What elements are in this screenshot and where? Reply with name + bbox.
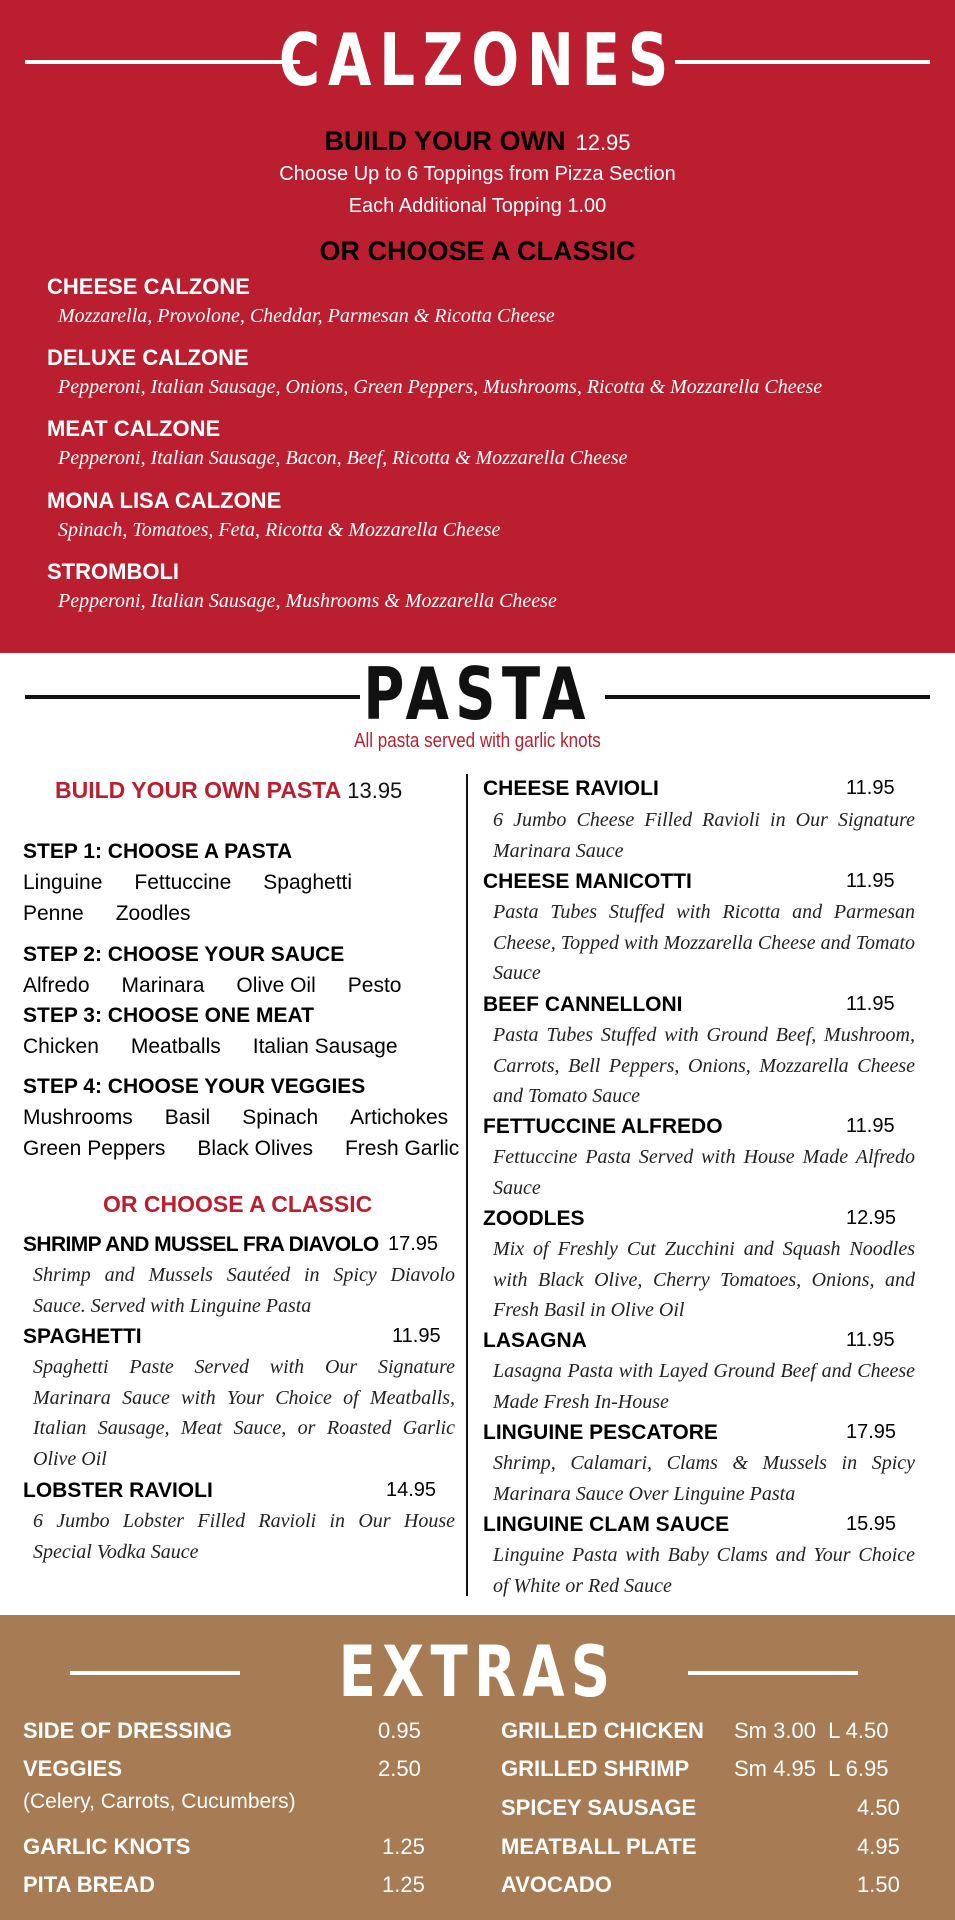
pasta-item-name: LINGUINE CLAM SAUCE [483,1513,730,1536]
pasta-item-desc: Pasta Tubes Stuffed with Ricotta and Parmesan Cheese, Topped with Mozzarella Cheese and Tomato Sauce [493,901,915,984]
pasta-item-desc: Mix of Freshly Cut Zucchini and Squash Noodles with Black Olive, Cherry Tomatoes, Onions, and Fresh Basil in Olive Oil [493,1238,915,1321]
calzone-item-name: DELUXE CALZONE [47,345,249,370]
pasta-item-name: SPAGHETTI [23,1325,142,1348]
step-label: STEP 3: CHOOSE ONE MEAT [23,1004,314,1027]
pasta-item-desc: 6 Jumbo Cheese Filled Ravioli in Our Signature Marinara Sauce [493,809,915,862]
pasta-item-price: 11.95 [846,1115,895,1137]
step-label: STEP 1: CHOOSE A PASTA [23,840,293,863]
calzone-classic-heading: OR CHOOSE A CLASSIC [319,236,636,266]
extra-item-name: AVOCADO [501,1872,612,1897]
pasta-item-name: CHEESE MANICOTTI [483,870,692,893]
pasta-item-name: LINGUINE PESCATORE [483,1421,718,1444]
pasta-item-price: 14.95 [386,1479,437,1501]
build-own-label: BUILD YOUR OWN [324,126,566,156]
extra-item-price: 4.50 [857,1795,900,1820]
pasta-item-name: LASAGNA [483,1329,587,1352]
pasta-item-desc: Spaghetti Paste Served with Our Signature Marinara Sauce with Your Choice of Meatballs, Italian Sausage, Meat Sauce, or Roasted Garlic Olive Oil [33,1356,455,1470]
step-options [23,902,222,926]
pasta-item-name: FETTUCCINE ALFREDO [483,1115,723,1138]
option: Green Peppers [23,1137,166,1160]
option: Mushrooms [23,1106,133,1129]
pasta-item-name: SHRIMP AND MUSSEL FRA DIAVOLO [23,1233,379,1256]
build-own-heading [0,126,955,157]
pasta-item-price: 11.95 [846,1329,895,1351]
step-options [23,871,384,895]
extra-item-price: 1.25 [382,1834,425,1859]
option: Fresh Garlic [344,1137,460,1160]
calzones-section [0,0,955,653]
step-options [23,1137,491,1161]
extra-item-name: VEGGIES [23,1756,123,1781]
build-own-line2: Each Additional Topping 1.00 [348,195,607,217]
build-own-pasta-label: BUILD YOUR OWN PASTA [55,777,342,803]
extras-section [0,1615,955,1920]
step-label: STEP 4: CHOOSE YOUR VEGGIES [23,1075,366,1098]
calzone-item-name: STROMBOLI [47,559,179,584]
extra-item-name: PITA BREAD [23,1872,155,1897]
build-own-pasta-price: 13.95 [347,778,403,803]
pasta-item-name: ZOODLES [483,1207,585,1230]
step-label: STEP 2: CHOOSE YOUR SAUCE [23,943,345,966]
extra-item-price: 1.50 [857,1872,900,1897]
pasta-item-price: 12.95 [846,1207,897,1229]
step-options [23,1106,480,1130]
calzone-item-desc: Pepperoni, Italian Sausage, Mushrooms & Mozzarella Cheese [58,590,557,612]
pasta-item-desc: Fettuccine Pasta Served with House Made Alfredo Sauce [493,1146,915,1199]
extra-item-price: 0.95 [378,1718,421,1743]
pasta-item-desc: Pasta Tubes Stuffed with Ground Beef, Mushroom, Carrots, Bell Peppers, Onions, Mozzarella Cheese and Tomato Sauce [493,1024,915,1107]
option: Olive Oil [236,974,316,997]
option: Marinara [121,974,205,997]
extra-item-name: GARLIC KNOTS [23,1834,191,1859]
calzone-item-name: CHEESE CALZONE [47,274,250,299]
option: Chicken [23,1035,99,1058]
option: Italian Sausage [252,1035,398,1058]
pasta-item-price: 11.95 [392,1325,441,1347]
option: Pesto [347,974,402,997]
pasta-item-name: BEEF CANNELLONI [483,993,683,1016]
build-own-pasta-heading [55,777,402,804]
calzone-item-desc: Spinach, Tomatoes, Feta, Ricotta & Mozzarella Cheese [58,519,501,541]
extra-item-price: 4.95 [857,1834,900,1859]
option: Fettuccine [134,871,232,894]
pasta-subtitle: All pasta served with garlic knots [354,730,601,752]
extra-item-price: Sm 4.95 L 6.95 [734,1756,889,1781]
build-own-line1: Choose Up to 6 Toppings from Pizza Section [279,163,676,185]
option: Spinach [242,1106,319,1129]
calzone-item-name: MEAT CALZONE [47,416,221,441]
step-options [23,1035,430,1059]
pasta-item-price: 17.95 [846,1421,897,1443]
extra-item-name: GRILLED CHICKEN [501,1718,704,1743]
pasta-item-desc: Shrimp, Calamari, Clams & Mussels in Spicy Marinara Sauce Over Linguine Pasta [493,1452,915,1505]
extra-item-price: Sm 3.00 L 4.50 [734,1718,889,1743]
option: Black Olives [197,1137,313,1160]
extra-item-price: 2.50 [378,1756,421,1781]
calzones-title: CALZONES [278,18,677,102]
option: Linguine [23,871,103,894]
pasta-item-desc: Shrimp and Mussels Sautéed in Spicy Diavolo Sauce. Served with Linguine Pasta [33,1264,455,1317]
pasta-item-price: 11.95 [846,870,895,892]
extra-item-note: (Celery, Carrots, Cucumbers) [23,1790,296,1813]
option: Spaghetti [263,871,353,894]
pasta-item-price: 11.95 [846,777,895,799]
pasta-item-desc: Linguine Pasta with Baby Clams and Your Choice of White or Red Sauce [493,1544,915,1597]
pasta-item-name: LOBSTER RAVIOLI [23,1479,213,1502]
calzone-item-desc: Pepperoni, Italian Sausage, Onions, Green Peppers, Mushrooms, Ricotta & Mozzarella Cheese [58,376,823,398]
pasta-title: PASTA [363,652,592,736]
column-divider [466,774,468,1596]
extra-item-name: SPICEY SAUSAGE [501,1795,697,1820]
step-options [23,974,433,998]
option: Penne [23,902,84,925]
pasta-classic-heading: OR CHOOSE A CLASSIC [103,1191,373,1217]
option: Artichokes [350,1106,449,1129]
extra-item-price: 1.25 [382,1872,425,1897]
option: Alfredo [23,974,90,997]
option: Meatballs [130,1035,221,1058]
calzone-item-desc: Pepperoni, Italian Sausage, Bacon, Beef, Ricotta & Mozzarella Cheese [58,447,628,469]
calzone-item-name: MONA LISA CALZONE [47,488,282,513]
pasta-item-price: 17.95 [388,1233,439,1255]
option: Zoodles [115,902,191,925]
extra-item-name: GRILLED SHRIMP [501,1756,690,1781]
pasta-item-name: CHEESE RAVIOLI [483,777,659,800]
option: Basil [164,1106,211,1129]
pasta-item-price: 11.95 [846,993,895,1015]
extra-item-name: SIDE OF DRESSING [23,1718,233,1743]
extras-title: EXTRAS [338,1631,617,1713]
build-own-price: 12.95 [575,130,631,155]
pasta-item-desc: Lasagna Pasta with Layed Ground Beef and Cheese Made Fresh In-House [493,1360,915,1413]
pasta-item-desc: 6 Jumbo Lobster Filled Ravioli in Our House Special Vodka Sauce [33,1510,455,1563]
calzone-item-desc: Mozzarella, Provolone, Cheddar, Parmesan & Ricotta Cheese [58,305,555,327]
extra-item-name: MEATBALL PLATE [501,1834,697,1859]
pasta-item-price: 15.95 [846,1513,897,1535]
